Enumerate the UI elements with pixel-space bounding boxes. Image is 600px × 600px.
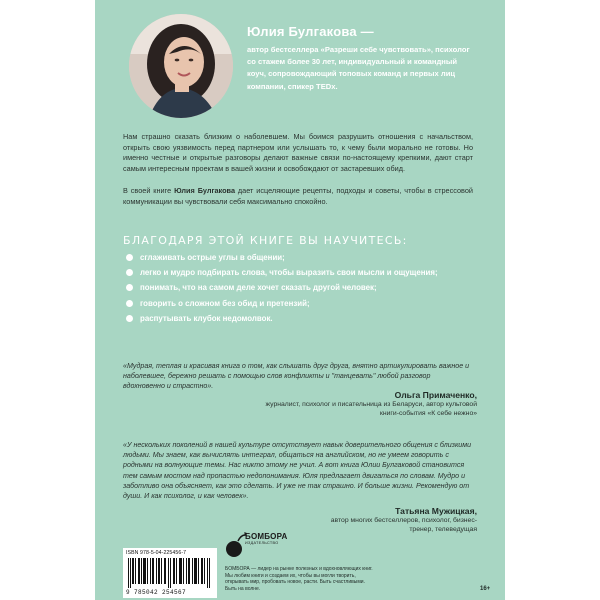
- learn-item-text: сглаживать острые углы в общении;: [140, 253, 285, 262]
- review-signer-2: [327, 506, 477, 534]
- reviewer-credentials: автор многих бестселлеров, психолог, бизнес-тренер, телеведущая: [330, 517, 477, 533]
- reviewer-name: Татьяна Мужицкая,: [395, 506, 477, 516]
- reviewer-name: Ольга Примаченко,: [394, 390, 477, 400]
- reviewer-credentials: журналист, психолог и писательница из Беларуси, автор культовой книги-события «К себе нежно»: [265, 401, 477, 417]
- barcode: [123, 548, 217, 598]
- learn-item-text: распутывать клубок недомолвок.: [140, 313, 273, 323]
- learn-item-text: понимать, что на самом деле хочет сказать другой человек;: [140, 283, 377, 293]
- learn-item: [123, 313, 453, 324]
- learn-item: [123, 298, 453, 309]
- intro-paragraph-2-rest: дает исцеляющие рецепты, подходы и советы, чтобы в стрессовой коммуникации вы чувствовали себя максимально спокойно.: [123, 186, 473, 206]
- bullet-dot-icon: [126, 284, 133, 291]
- learn-item-text: легко и мудро подбирать слова, чтобы выразить свои мысли и ощущения;: [140, 268, 438, 278]
- learn-item: [123, 267, 453, 278]
- age-rating: 16+: [480, 586, 491, 592]
- author-description: автор бестселлера «Разреши себе чувствовать», психолог со стажем более 30 лет, индивидуальный и командный коуч, сопровождающий топовых команд и первых лиц компании, спикер TEDx.: [247, 45, 470, 91]
- author-name: Юлия Булгакова —: [247, 24, 374, 39]
- review-quote-2: «У нескольких поколений в нашей культуре отсутствует навык доверительного общения с близкими людьми. Мы знаем, как вычислять интеграл, общаться на английском, но не умеем говорить с родными на волнующие темы. Нас никто этому не учил. А вот книга Юлии Булгаковой становится тем самым мостом над пропастью недопонимания. Юля предлагает двигаться по словам. Мудро и заботливо она объясняет, как это сделать. И уже не так страшно. И больше жизни. Рекомендую от души. И как психолог, и как человек».: [123, 441, 472, 501]
- publisher-name: БОМБОРА: [245, 532, 288, 541]
- learn-list: [123, 252, 453, 328]
- bullet-dot-icon: [126, 269, 133, 276]
- learn-item: [123, 282, 453, 293]
- learn-heading: БЛАГОДАРЯ ЭТОЙ КНИГЕ ВЫ НАУЧИТЕСЬ:: [123, 234, 408, 247]
- bullet-dot-icon: [126, 300, 133, 307]
- learn-item-text: говорить о сложном без обид и претензий;: [140, 298, 310, 308]
- intro-paragraph-1: Нам страшно сказать близким о наболевшем. Мы боимся разрушить отношения с начальством, открыть свою уязвимость перед партнером или услышать то, к чему были морально не готовы. Но именно честные и открытые разговоры делают важные связи по-настоящему крепкими, дают старт самым интересным проектам в вашей жизни и освобождают от застаревших обид.: [123, 132, 473, 173]
- author-portrait-icon: [129, 14, 233, 118]
- bullet-dot-icon: [126, 315, 133, 322]
- learn-item: [123, 252, 453, 263]
- isbn-number: 9 785042 254567: [126, 589, 187, 596]
- isbn-label: ISBN 978-5-04-225456-7: [126, 550, 187, 556]
- book-back-cover: [95, 0, 505, 600]
- barcode-bars-icon: [126, 558, 214, 588]
- review-quote-1: «Мудрая, теплая и красивая книга о том, как слышать друг друга, внятно артикулировать важное и наболевшее, бережно решать с помощью слов конфликты и "танцевать" любой разговор вдохновенно и страстно».: [123, 362, 470, 391]
- publisher-subtitle: ИЗДАТЕЛЬСТВО: [245, 541, 279, 545]
- publisher-description: БОМБОРА — лидер на рынке полезных и вдохновляющих книг. Мы любим книги и создаем их, чтобы вы могли творить, открывать мир, пробовать новое, расти. Быть счастливыми. Быть на волне.: [225, 566, 373, 592]
- author-photo: [129, 14, 233, 118]
- review-signer-1: [247, 390, 477, 418]
- bullet-dot-icon: [126, 254, 133, 261]
- intro-paragraph-2-lead: В своей книге: [123, 186, 175, 195]
- intro-paragraph-2: [123, 186, 473, 207]
- intro-paragraph-2-author: Юлия Булгакова: [174, 186, 236, 195]
